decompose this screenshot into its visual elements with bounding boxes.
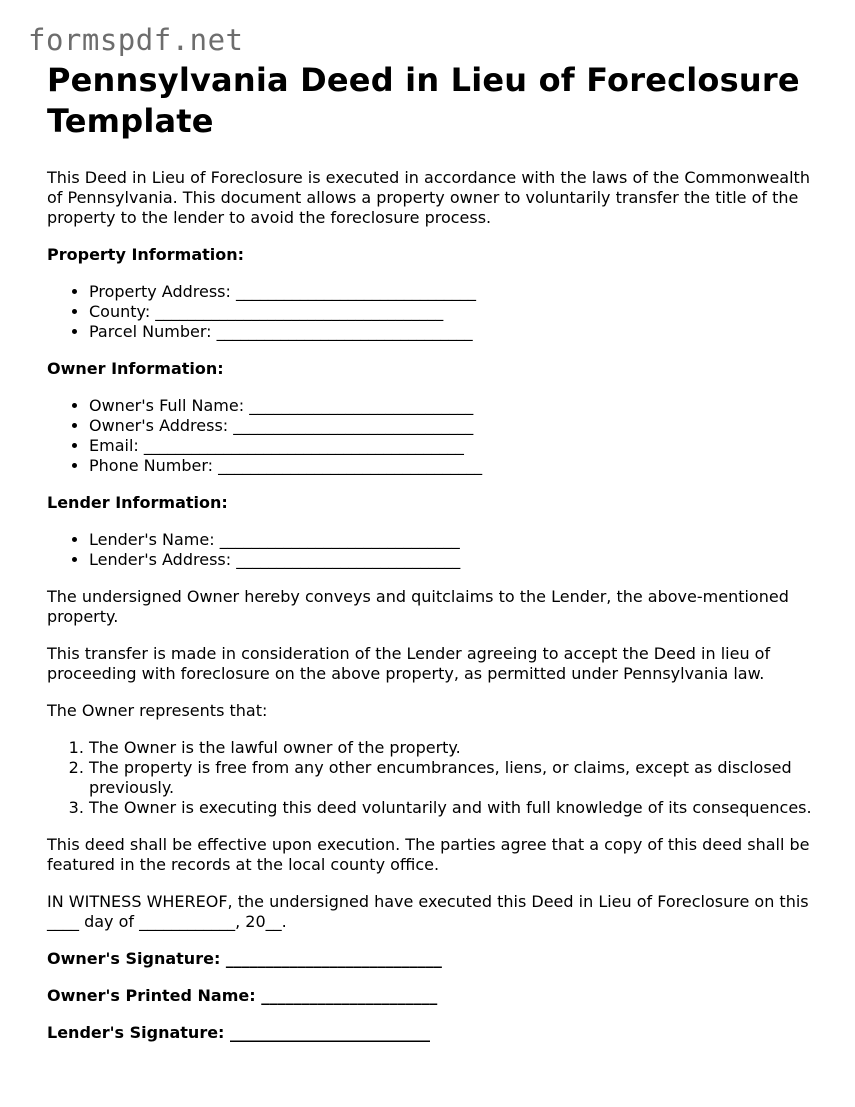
list-item — [89, 282, 827, 302]
owner-printed-name-label: Owner's Printed Name: ______________________ — [47, 986, 438, 1005]
lender-info-list — [47, 530, 827, 570]
owner-printed-name-line — [47, 986, 827, 1006]
document-page — [47, 60, 827, 1043]
property-info-heading: Property Information: — [47, 245, 245, 264]
list-item — [89, 396, 827, 416]
lender-address-field: Lender's Address: ____________________________ — [89, 550, 461, 569]
owner-signature-line — [47, 949, 827, 969]
page-title: Pennsylvania Deed in Lieu of Foreclosure Template — [47, 61, 800, 140]
list-item — [89, 550, 827, 570]
witness-paragraph: IN WITNESS WHEREOF, the undersigned have executed this Deed in Lieu of Foreclosure on this ____ day of ____________, 20__. — [47, 892, 809, 931]
list-item — [89, 416, 827, 436]
list-item — [89, 322, 827, 342]
lender-signature-label: Lender's Signature: _________________________ — [47, 1023, 431, 1042]
representations-list — [47, 738, 827, 818]
property-address-field: Property Address: ______________________________ — [89, 282, 476, 301]
list-item — [89, 302, 827, 322]
owner-address-field: Owner's Address: ______________________________ — [89, 416, 474, 435]
lender-name-field: Lender's Name: ______________________________ — [89, 530, 460, 549]
owner-full-name-field: Owner's Full Name: ____________________________ — [89, 396, 474, 415]
list-item — [89, 456, 827, 476]
email-field: Email: ________________________________________ — [89, 436, 464, 455]
effective-paragraph: This deed shall be effective upon execution. The parties agree that a copy of this deed shall be featured in the records at the local county office. — [47, 835, 810, 874]
parcel-number-field: Parcel Number: ________________________________ — [89, 322, 473, 341]
lender-signature-line — [47, 1023, 827, 1043]
owner-signature-label: Owner's Signature: ___________________________ — [47, 949, 442, 968]
consideration-paragraph: This transfer is made in consideration of the Lender agreeing to accept the Deed in lieu of proceeding with foreclosure on the above property, as permitted under Pennsylvania law. — [47, 644, 771, 683]
represents-paragraph: The Owner represents that: — [47, 701, 268, 720]
county-field: County: ____________________________________ — [89, 302, 444, 321]
list-item — [89, 530, 827, 550]
list-item: 3. The Owner is executing this deed voluntarily and with full knowledge of its consequences. — [89, 798, 827, 818]
list-item: 2. The property is free from any other encumbrances, liens, or claims, except as disclosed previously. — [89, 758, 827, 798]
phone-number-field: Phone Number: _________________________________ — [89, 456, 483, 475]
conveys-paragraph: The undersigned Owner hereby conveys and quitclaims to the Lender, the above-mentioned property. — [47, 587, 789, 626]
list-item: 1. The Owner is the lawful owner of the property. — [89, 738, 827, 758]
owner-info-list — [47, 396, 827, 476]
list-item — [89, 436, 827, 456]
owner-info-heading: Owner Information: — [47, 359, 224, 378]
intro-paragraph: This Deed in Lieu of Foreclosure is executed in accordance with the laws of the Commonwealth of Pennsylvania. This document allows a property owner to voluntarily transfer the title of the property to the lender to avoid the foreclosure process. — [47, 168, 810, 227]
property-info-list — [47, 282, 827, 342]
watermark-logo: formspdf.net — [28, 23, 244, 57]
lender-info-heading: Lender Information: — [47, 493, 228, 512]
